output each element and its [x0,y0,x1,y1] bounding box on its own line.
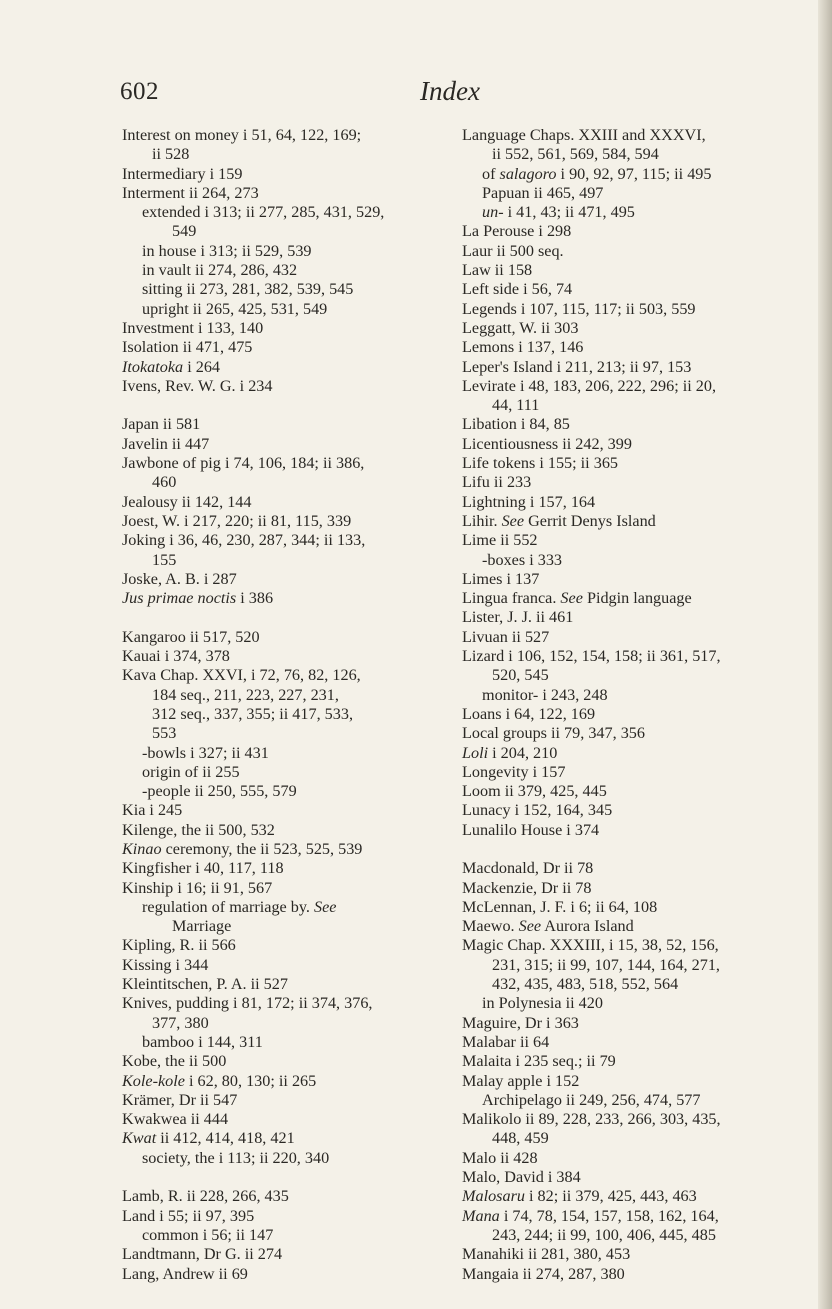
index-subentry: origin of ii 255 [142,762,240,781]
index-entry: Mana i 74, 78, 154, 157, 158, 162, 164, [462,1206,719,1225]
index-subentry: monitor- i 243, 248 [482,685,608,704]
index-entry: Lunacy i 152, 164, 345 [462,801,613,820]
index-entry: Lister, J. J. ii 461 [462,608,574,627]
index-subentry: in house i 313; ii 529, 539 [142,241,312,260]
index-entry: Isolation ii 471, 475 [122,338,253,357]
index-entry: Language Chaps. XXIII and XXXVI, [462,126,706,144]
index-subentry: Archipelago ii 249, 256, 474, 577 [482,1090,701,1109]
index-entry: Libation i 84, 85 [462,415,570,434]
index-subentry: of salagoro i 90, 92, 97, 115; ii 495 [482,164,712,183]
index-entry: Lihir. See Gerrit Denys Island [462,511,656,530]
index-entry: Itokatoka i 264 [122,357,221,376]
index-subentry: sitting ii 273, 281, 382, 539, 545 [142,280,354,299]
index-section-gap [122,1168,444,1187]
index-entry: Leper's Island i 211, 213; ii 97, 153 [462,357,692,376]
index-entry: McLennan, J. F. i 6; ii 64, 108 [462,897,658,916]
index-entry: Malo, David i 384 [462,1168,581,1187]
index-entry: Loom ii 379, 425, 445 [462,782,607,801]
index-continuation: 184 seq., 211, 223, 227, 231, [152,685,339,704]
index-entry: Kwakwea ii 444 [122,1110,229,1129]
index-entry: Jus primae noctis i 386 [122,589,274,608]
index-entry: Lang, Andrew ii 69 [122,1264,248,1283]
index-entry: La Perouse i 298 [462,222,572,241]
index-entry: Landtmann, Dr G. ii 274 [122,1245,283,1264]
index-entry: Malabar ii 64 [462,1032,550,1051]
index-entry: Mackenzie, Dr ii 78 [462,878,592,897]
index-entry: Malo ii 428 [462,1148,538,1167]
index-section-gap [462,840,782,859]
index-continuation: 432, 435, 483, 518, 552, 564 [492,975,679,994]
index-entry: Lime ii 552 [462,531,538,550]
index-continuation: 312 seq., 337, 355; ii 417, 533, [152,704,353,723]
index-column-left [122,126,444,1284]
index-subentry: un- i 41, 43; ii 471, 495 [482,203,635,222]
index-continuation: ii 552, 561, 569, 584, 594 [492,145,659,164]
page-edge-shadow [818,0,832,1309]
index-entry: Macdonald, Dr ii 78 [462,859,594,878]
index-entry: Levirate i 48, 183, 206, 222, 296; ii 20, [462,376,717,395]
index-entry: Lamb, R. ii 228, 266, 435 [122,1187,289,1206]
index-entry: Kwat ii 412, 414, 418, 421 [122,1129,295,1148]
index-entry: Lemons i 137, 146 [462,338,584,357]
index-entry: Kauai i 374, 378 [122,647,230,666]
index-entry: Javelin ii 447 [122,434,210,453]
index-entry: Joske, A. B. i 287 [122,569,237,588]
index-continuation: 549 [172,222,197,241]
index-entry: Joking i 36, 46, 230, 287, 344; ii 133, [122,531,366,550]
index-entry: Limes i 137 [462,569,540,588]
index-entry: Leggatt, W. ii 303 [462,318,579,337]
index-entry: Jealousy ii 142, 144 [122,492,252,511]
index-entry: Licentiousness ii 242, 399 [462,434,632,453]
index-continuation: 553 [152,724,177,743]
index-entry: Japan ii 581 [122,415,201,434]
index-subentry: -bowls i 327; ii 431 [142,743,269,762]
index-subentry: bamboo i 144, 311 [142,1032,263,1051]
index-entry: Kleintitschen, P. A. ii 527 [122,975,288,994]
index-entry: Kinship i 16; ii 91, 567 [122,878,273,897]
running-head: Index [420,76,480,106]
index-subentry: society, the i 113; ii 220, 340 [142,1148,330,1167]
index-entry: Kobe, the ii 500 [122,1052,227,1071]
index-entry: Intermediary i 159 [122,164,243,183]
index-entry: Investment i 133, 140 [122,318,264,337]
index-entry: Land i 55; ii 97, 395 [122,1206,255,1225]
index-entry: Ivens, Rev. W. G. i 234 [122,376,273,395]
index-entry: Loans i 64, 122, 169 [462,704,596,723]
index-entry: Maewo. See Aurora Island [462,917,634,936]
index-entry: Lizard i 106, 152, 154, 158; ii 361, 517, [462,647,721,666]
index-continuation: 448, 459 [492,1129,549,1148]
index-entry: Malay apple i 152 [462,1071,580,1090]
index-entry: Kangaroo ii 517, 520 [122,627,260,646]
index-entry: Livuan ii 527 [462,627,550,646]
index-subentry: extended i 313; ii 277, 285, 431, 529, [142,203,385,222]
index-entry: Kia i 245 [122,801,183,820]
index-entry: Kilenge, the ii 500, 532 [122,820,275,839]
index-entry: Kole-kole i 62, 80, 130; ii 265 [122,1071,317,1090]
index-column-right [462,126,782,1284]
index-continuation: 377, 380 [152,1013,209,1032]
index-entry: Malaita i 235 seq.; ii 79 [462,1052,616,1071]
index-entry: Malikolo ii 89, 228, 233, 266, 303, 435, [462,1110,721,1129]
index-subentry: common i 56; ii 147 [142,1225,274,1244]
index-entry: Lifu ii 233 [462,473,532,492]
index-entry: Longevity i 157 [462,762,566,781]
index-entry: Lightning i 157, 164 [462,492,596,511]
index-entry: Kingfisher i 40, 117, 118 [122,859,284,878]
index-entry: Laur ii 500 seq. [462,241,564,260]
index-subentry: in vault ii 274, 286, 432 [142,261,298,280]
index-entry: Krämer, Dr ii 547 [122,1090,238,1109]
index-entry: Mangaia ii 274, 287, 380 [462,1264,625,1283]
page-header [120,78,760,118]
index-continuation: ii 528 [152,145,190,164]
index-entry: Lunalilo House i 374 [462,820,600,839]
index-entry: Jawbone of pig i 74, 106, 184; ii 386, [122,454,365,473]
index-entry: Legends i 107, 115, 117; ii 503, 559 [462,299,696,318]
index-entry: Interment ii 264, 273 [122,183,259,202]
index-subentry: regulation of marriage by. See [142,897,337,916]
index-entry: Life tokens i 155; ii 365 [462,454,619,473]
index-subentry: -boxes i 333 [482,550,563,569]
index-continuation: 520, 545 [492,666,549,685]
index-continuation: 460 [152,473,177,492]
index-entry: Joest, W. i 217, 220; ii 81, 115, 339 [122,511,352,530]
index-continuation: 155 [152,550,177,569]
index-subentry: upright ii 265, 425, 531, 549 [142,299,328,318]
index-entry: Kissing i 344 [122,955,209,974]
index-entry: Left side i 56, 74 [462,280,573,299]
index-entry: Maguire, Dr i 363 [462,1013,579,1032]
index-entry: Manahiki ii 281, 380, 453 [462,1245,631,1264]
index-entry: Interest on money i 51, 64, 122, 169; [122,126,362,144]
index-continuation: Marriage [172,917,232,936]
index-subentry: in Polynesia ii 420 [482,994,603,1013]
index-entry: Local groups ii 79, 347, 356 [462,724,645,743]
index-entry: Law ii 158 [462,261,533,280]
index-subentry: Papuan ii 465, 497 [482,183,604,202]
index-entry: Kipling, R. ii 566 [122,936,236,955]
index-section-gap [122,608,444,627]
index-entry: Kava Chap. XXVI, i 72, 76, 82, 126, [122,666,361,685]
index-entry: Malosaru i 82; ii 379, 425, 443, 463 [462,1187,697,1206]
index-entry: Loli i 204, 210 [462,743,558,762]
index-entry: Lingua franca. See Pidgin language [462,589,692,608]
index-entry: Kinao ceremony, the ii 523, 525, 539 [122,839,363,858]
index-section-gap [122,396,444,415]
index-continuation: 231, 315; ii 99, 107, 144, 164, 271, [492,955,720,974]
index-subentry: -people ii 250, 555, 579 [142,782,297,801]
index-continuation: 44, 111 [492,396,540,415]
page-number: 602 [120,78,159,105]
index-entry: Magic Chap. XXXIII, i 15, 38, 52, 156, [462,936,719,955]
index-continuation: 243, 244; ii 99, 100, 406, 445, 485 [492,1225,716,1244]
index-entry: Knives, pudding i 81, 172; ii 374, 376, [122,994,373,1013]
